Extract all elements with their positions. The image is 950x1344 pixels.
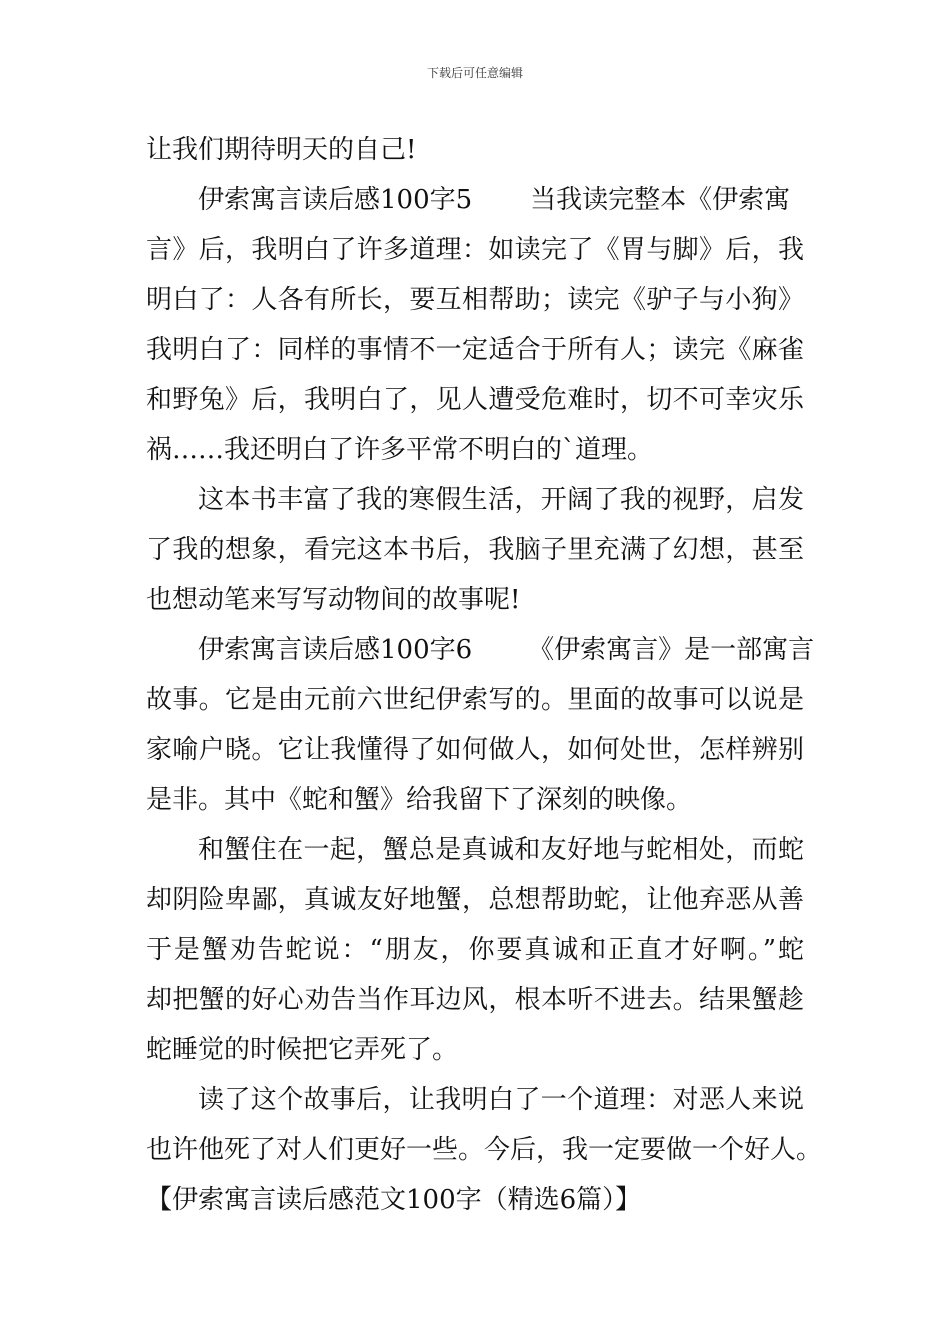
text-line: 让我们期待明天的自己! [146, 135, 417, 165]
text-line: 故事。它是由元前六世纪伊索写的。里面的故事可以说是 [146, 685, 804, 715]
text-line: 是非。其中《蛇和蟹》给我留下了深刻的映像。 [146, 785, 693, 815]
essay-title-5: 伊索寓言读后感100字5 [198, 185, 473, 215]
text-line: 家喻户晓。它让我懂得了如何做人，如何处世，怎样辨别 [146, 735, 804, 765]
text-line: 和蟹住在一起，蟹总是真诚和友好地与蛇相处，而蛇 [198, 835, 804, 865]
text-line: 祸……我还明白了许多平常不明白的`道理。 [146, 435, 654, 465]
text-line: 蛇睡觉的时候把它弄死了。 [146, 1035, 459, 1065]
text-line: 明白了：人各有所长，要互相帮助；读完《驴子与小狗》 [146, 285, 804, 315]
text-line: 和野兔》后，我明白了，见人遭受危难时，切不可幸灾乐 [146, 385, 804, 415]
paragraph-heading-line [198, 185, 790, 215]
text-line: 读了这个故事后，让我明白了一个道理：对恶人来说 [198, 1085, 804, 1115]
essay-text-start: 《伊索寓言》是一部寓言 [528, 635, 815, 665]
text-line: 也想动笔来写写动物间的故事呢! [146, 585, 521, 615]
text-line: 却阴险卑鄙，真诚友好地蟹，总想帮助蛇，让他弃恶从善 [146, 885, 804, 915]
essay-text-start: 当我读完整本《伊索寓 [530, 185, 791, 215]
text-line: 了我的想象，看完这本书后，我脑子里充满了幻想，甚至 [146, 535, 804, 565]
text-line: 这本书丰富了我的寒假生活，开阔了我的视野，启发 [198, 485, 804, 515]
text-line: 我明白了：同样的事情不一定适合于所有人；读完《麻雀 [146, 335, 804, 365]
text-line: 也许他死了对人们更好一些。今后，我一定要做一个好人。 [146, 1135, 823, 1165]
document-title-footer: 【伊索寓言读后感范文100字（精选6篇）】 [146, 1185, 642, 1215]
paragraph-heading-line [198, 635, 814, 665]
text-line: 却把蟹的好心劝告当作耳边风，根本听不进去。结果蟹趁 [146, 985, 804, 1015]
text-line: 言》后，我明白了许多道理：如读完了《胃与脚》后，我 [146, 235, 804, 265]
text-line: 于是蟹劝告蛇说：“朋友，你要真诚和正直才好啊。”蛇 [146, 935, 804, 965]
essay-title-6: 伊索寓言读后感100字6 [198, 635, 473, 665]
page-header-note: 下载后可任意编辑 [426, 66, 523, 80]
